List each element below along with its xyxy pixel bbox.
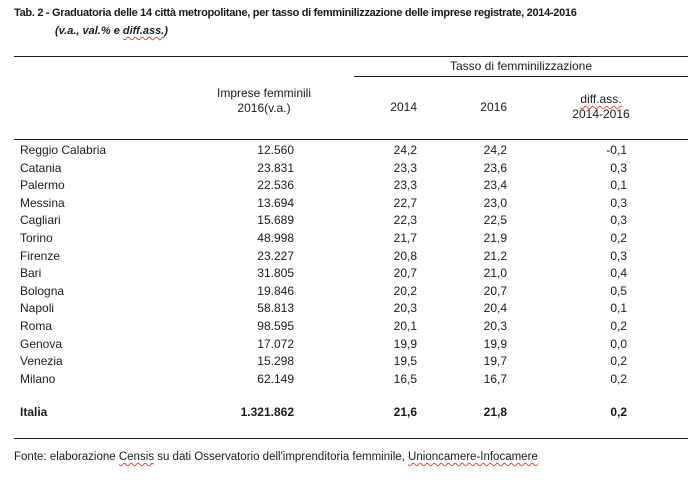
cell-rate-2014: 20,8 [393, 248, 417, 263]
column-header-diff-line1 [554, 92, 648, 107]
cell-rate-2014: 20,7 [393, 266, 417, 281]
cell-imprese-femminili: 13.694 [257, 195, 294, 210]
table-row [14, 177, 688, 195]
cell-imprese-femminili: 19.846 [257, 283, 294, 298]
cell-diff-ass: 0,2 [610, 354, 627, 369]
column-header-2016: 2016 [480, 100, 507, 114]
cell-diff-ass: 0,4 [610, 266, 627, 281]
table-subtitle [55, 25, 168, 37]
source-spellcheck-censis: Censis [118, 451, 155, 463]
cell-rate-2014: 20,3 [393, 301, 417, 316]
source-spellcheck-unioncamere: Unioncamere-Infocamere [408, 451, 538, 463]
cell-city: Reggio Calabria [20, 143, 107, 157]
cell-rate-2016: 23,6 [483, 160, 507, 175]
cell-city: Cagliari [20, 213, 61, 228]
column-header-diff-line2: 2014-2016 [572, 107, 630, 121]
table-total-section [14, 388, 688, 422]
cell-diff-ass: 0,2 [610, 318, 627, 333]
source-note [14, 451, 694, 463]
cell-imprese-femminili: 98.595 [257, 318, 294, 333]
diff-ass-spellcheck-word: diff.ass. [580, 92, 622, 106]
cell-city: Catania [20, 160, 62, 175]
cell-city: Torino [20, 230, 53, 245]
table-row [14, 336, 688, 354]
column-header-imprese-line2: 2016(v.a.) [237, 101, 291, 115]
cell-diff-ass: 0,5 [610, 283, 627, 298]
cell-rate-2016: 20,7 [483, 283, 507, 298]
table-total-row [14, 402, 688, 422]
cell-city: Palermo [20, 178, 65, 193]
table-row [14, 248, 688, 266]
cell-diff-ass: 0,2 [610, 371, 627, 386]
total-cell-city: Italia [20, 405, 48, 420]
cell-imprese-femminili: 23.831 [257, 160, 294, 175]
cell-diff-ass: -0,1 [606, 143, 627, 157]
source-prefix: Fonte: elaborazione [14, 451, 119, 463]
cell-diff-ass: 0,2 [610, 230, 627, 245]
column-header-diff-ass [554, 92, 648, 122]
cell-rate-2014: 21,7 [393, 230, 417, 245]
cell-rate-2014: 23,3 [393, 160, 417, 175]
cell-diff-ass: 0,3 [610, 248, 627, 263]
cell-city: Milano [20, 371, 56, 386]
cell-diff-ass: 0,3 [610, 195, 627, 210]
cell-imprese-femminili: 48.998 [257, 230, 294, 245]
cell-rate-2016: 23,4 [483, 178, 507, 193]
column-header-imprese-line1: Imprese femminili [216, 86, 312, 100]
cell-rate-2016: 19,7 [483, 354, 507, 369]
cell-imprese-femminili: 17.072 [257, 336, 294, 351]
column-header-imprese-femminili [174, 86, 354, 116]
cell-city: Genova [20, 336, 63, 351]
table-bottom-rule [14, 438, 688, 439]
cell-rate-2014: 19,5 [393, 354, 417, 369]
cell-imprese-femminili: 23.227 [257, 248, 294, 263]
cell-diff-ass: 0,1 [610, 178, 627, 193]
cell-imprese-femminili: 12.560 [257, 143, 294, 157]
cell-rate-2016: 21,0 [483, 266, 507, 281]
cell-rate-2014: 16,5 [393, 371, 417, 386]
table-row [14, 160, 688, 178]
cell-rate-2016: 21,9 [483, 230, 507, 245]
table-header-rule [14, 139, 688, 140]
cell-rate-2014: 19,9 [393, 336, 417, 351]
data-table [14, 56, 688, 456]
table-top-rule [14, 56, 688, 57]
cell-imprese-femminili: 22.536 [257, 178, 294, 193]
cell-rate-2016: 20,4 [483, 301, 507, 316]
cell-city: Venezia [20, 354, 63, 369]
cell-city: Roma [20, 318, 53, 333]
cell-rate-2014: 20,1 [393, 318, 417, 333]
cell-imprese-femminili: 15.689 [257, 213, 294, 228]
subtitle-suffix: ) [164, 25, 168, 37]
subtitle-prefix: (v.a., val.% e [55, 25, 123, 37]
table-row [14, 230, 688, 248]
cell-rate-2014: 23,3 [393, 178, 417, 193]
cell-city: Firenze [20, 248, 61, 263]
cell-city: Bologna [20, 283, 65, 298]
total-cell-imprese-femminili: 1.321.862 [240, 405, 294, 420]
table-row [14, 371, 688, 389]
cell-imprese-femminili: 62.149 [257, 371, 294, 386]
table-title: Tab. 2 - Graduatoria delle 14 città metropolitane, per tasso di femminilizzazione delle imprese registrate, 2014-2016 [14, 7, 577, 19]
cell-rate-2016: 19,9 [483, 336, 507, 351]
cell-diff-ass: 0,1 [610, 301, 627, 316]
cell-rate-2016: 22,5 [483, 213, 507, 228]
cell-rate-2016: 21,2 [483, 248, 507, 263]
cell-imprese-femminili: 58.813 [257, 301, 294, 316]
table-row [14, 195, 688, 213]
table-row [14, 318, 688, 336]
cell-diff-ass: 0,3 [610, 213, 627, 228]
source-middle: su dati Osservatorio dell'imprenditoria femminile, [154, 451, 409, 463]
subtitle-spellcheck-word: diff.ass. [122, 25, 165, 37]
table-row [14, 300, 688, 318]
table-row [14, 142, 688, 160]
cell-rate-2016: 20,3 [483, 318, 507, 333]
table-row [14, 353, 688, 371]
cell-rate-2016: 24,2 [483, 143, 507, 157]
cell-diff-ass: 0,0 [610, 336, 627, 351]
table-row [14, 265, 688, 283]
cell-city: Bari [20, 266, 42, 281]
cell-rate-2014: 22,7 [393, 195, 417, 210]
table-body [14, 142, 688, 388]
cell-rate-2014: 22,3 [393, 213, 417, 228]
column-group-header: Tasso di femminilizzazione [354, 59, 688, 77]
cell-rate-2014: 24,2 [393, 143, 417, 157]
total-cell-rate-2014: 21,6 [393, 405, 417, 420]
cell-imprese-femminili: 15.298 [257, 354, 294, 369]
cell-rate-2016: 23,0 [483, 195, 507, 210]
cell-diff-ass: 0,3 [610, 160, 627, 175]
table-row [14, 212, 688, 230]
cell-imprese-femminili: 31.805 [257, 266, 294, 281]
total-cell-rate-2016: 21,8 [483, 405, 507, 420]
table-row [14, 283, 688, 301]
column-header-2014: 2014 [390, 100, 417, 114]
total-cell-diff-ass: 0,2 [610, 405, 627, 420]
cell-rate-2016: 16,7 [483, 371, 507, 386]
cell-city: Napoli [20, 301, 55, 316]
cell-city: Messina [20, 195, 65, 210]
cell-rate-2014: 20,2 [393, 283, 417, 298]
